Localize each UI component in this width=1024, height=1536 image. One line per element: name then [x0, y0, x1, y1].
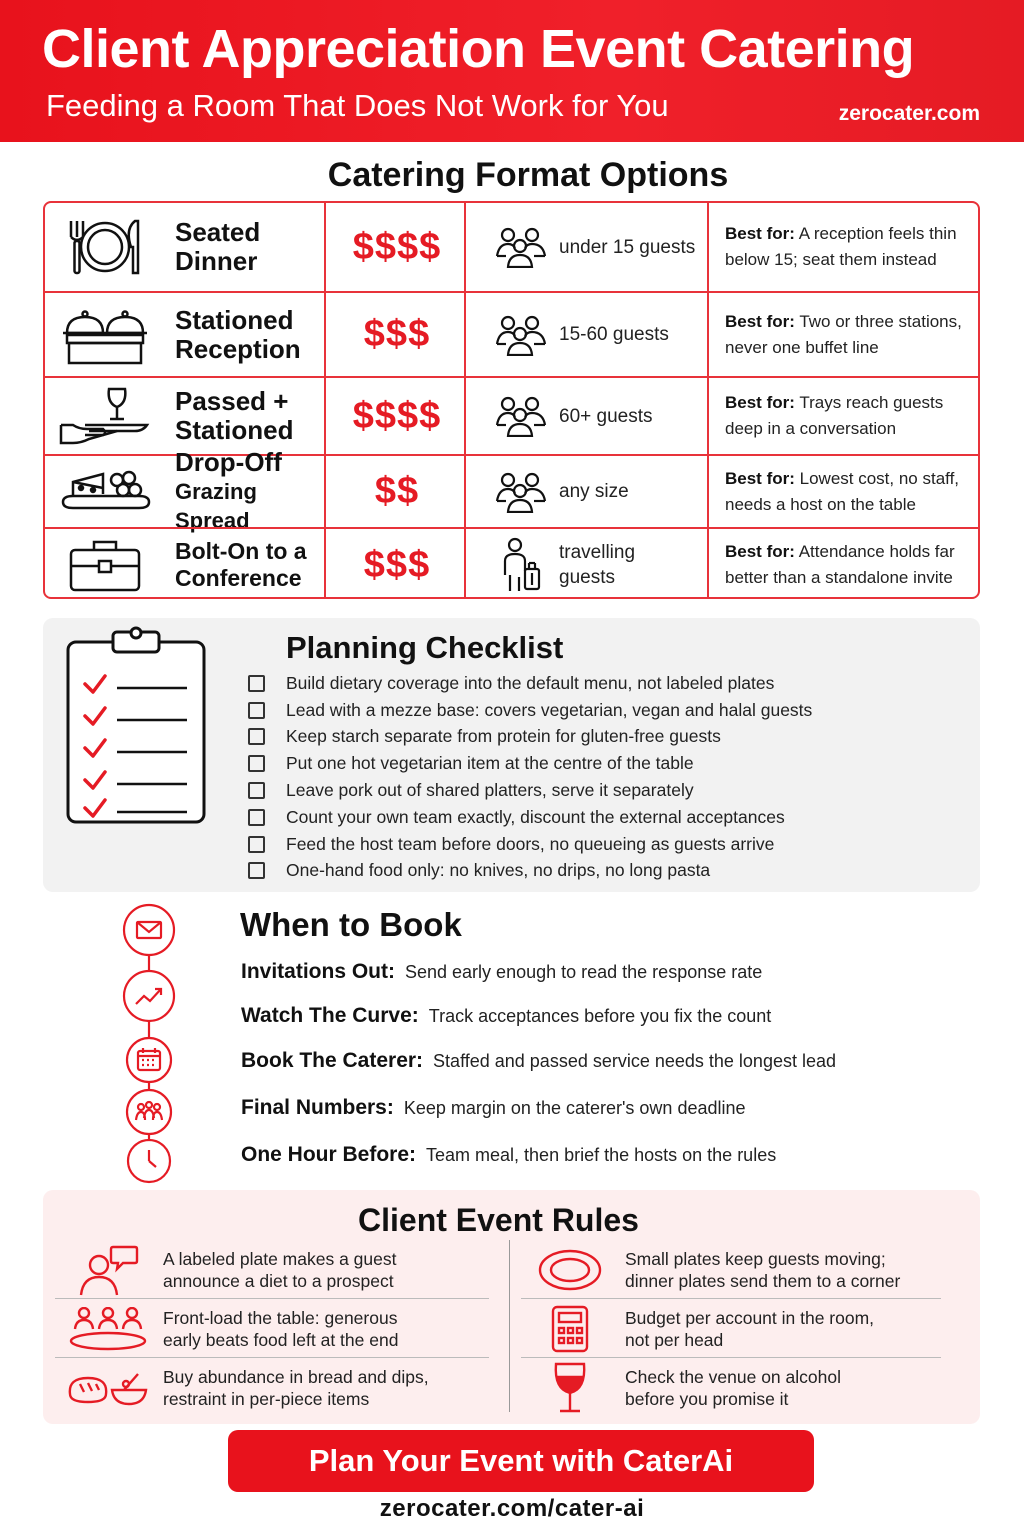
price-level: $$$ [363, 313, 431, 355]
rule-item: Front-load the table: generous early beats food left at the end [53, 1304, 398, 1354]
best-for: Best for: A reception feels thin below 15; seat them instead [725, 224, 957, 269]
checkbox[interactable] [248, 862, 265, 879]
format-name: Passed + Stationed [175, 386, 294, 445]
group-icon [491, 456, 551, 527]
price-level: $$$$ [352, 225, 442, 268]
format-row [45, 291, 978, 376]
format-row [45, 447, 978, 533]
checklist-item[interactable]: Lead with a mezze base: covers vegetarian, vegan and halal guests [248, 697, 812, 724]
plate-icon [55, 203, 155, 291]
rule-item: Budget per account in the room, not per head [515, 1304, 874, 1354]
cheese-board-icon [55, 456, 155, 527]
checklist-item[interactable]: Count your own team exactly, discount the external acceptances [248, 804, 812, 831]
checkbox[interactable] [248, 728, 265, 745]
rule-item: A labeled plate makes a guest announce a diet to a prospect [53, 1244, 397, 1296]
checklist-title: Planning Checklist [286, 630, 564, 665]
guest-count: travelling guests [559, 542, 636, 588]
clock-icon [128, 1140, 170, 1182]
booking-step: Book The Caterer: Staffed and passed service needs the longest lead [241, 1049, 836, 1072]
envelope-icon [124, 905, 174, 955]
checklist-item[interactable]: Put one hot vegetarian item at the centre of the table [248, 750, 812, 777]
calculator-icon [515, 1305, 625, 1353]
cater-ai-link[interactable]: zerocater.com/cater-ai [379, 1495, 645, 1522]
format-name: Bolt-On to a Conference [175, 538, 307, 591]
page-title: Client Appreciation Event Catering [42, 19, 915, 79]
checkbox[interactable] [248, 755, 265, 772]
formats-title: Catering Format Options [327, 156, 729, 194]
site-link[interactable]: zerocater.com [838, 102, 980, 125]
traveller-icon [491, 529, 551, 599]
best-for: Best for: Two or three stations, never one buffet line [725, 311, 962, 357]
best-for: Best for: Trays reach guests deep in a conversation [725, 393, 944, 438]
rule-item: Buy abundance in bread and dips, restraint in per-piece items [53, 1363, 429, 1413]
checklist-item[interactable]: Leave pork out of shared platters, serve it separately [248, 777, 812, 804]
serving-tray-icon [55, 378, 155, 454]
guest-count: under 15 guests [559, 236, 696, 258]
group-icon [491, 203, 551, 291]
checkbox[interactable] [248, 702, 265, 719]
booking-timeline [120, 902, 180, 1189]
format-row [45, 527, 978, 599]
booking-step: Final Numbers: Keep margin on the caterer's own deadline [241, 1096, 746, 1119]
checklist-item[interactable]: Feed the host team before doors, no queueing as guests arrive [248, 831, 812, 858]
checklist-panel [43, 618, 980, 892]
checklist-item[interactable]: Build dietary coverage into the default menu, not labeled plates [248, 670, 812, 697]
format-name: Drop-Off Grazing Spread [175, 447, 282, 533]
booking-step: Invitations Out: Send early enough to read the response rate [241, 960, 763, 983]
checkbox[interactable] [248, 675, 265, 692]
checkbox[interactable] [248, 809, 265, 826]
price-level: $$ [374, 470, 420, 512]
format-table [43, 201, 980, 599]
checkbox[interactable] [248, 836, 265, 853]
group-icon [491, 378, 551, 454]
best-for: Best for: Lowest cost, no staff, needs a host on the table [725, 468, 960, 514]
plan-event-button[interactable]: Plan Your Event with CaterAi [228, 1430, 814, 1492]
page-subtitle: Feeding a Room That Does Not Work for You [46, 88, 669, 123]
booking-step: Watch The Curve: Track acceptances before you fix the count [241, 1004, 772, 1027]
guests-table-icon [53, 1307, 163, 1351]
wine-glass-icon [515, 1361, 625, 1415]
rule-item: Check the venue on alcohol before you promise it [515, 1360, 841, 1416]
format-name: Stationed Reception [175, 304, 301, 364]
booking-step: One Hour Before: Team meal, then brief the hosts on the rules [241, 1143, 777, 1166]
small-plate-icon [515, 1248, 625, 1292]
best-for: Best for: Attendance holds far better than a standalone invite [725, 542, 955, 587]
trend-icon [124, 971, 174, 1021]
format-row [45, 203, 978, 291]
checkbox[interactable] [248, 782, 265, 799]
clipboard-icon [65, 624, 210, 834]
briefcase-icon [55, 529, 155, 599]
bread-bowl-icon [53, 1368, 163, 1408]
guest-count: 60+ guests [559, 405, 653, 427]
people-icon [127, 1090, 171, 1134]
format-row [45, 376, 978, 454]
checklist-items [248, 670, 812, 884]
booking-title: When to Book [240, 906, 462, 943]
rules-panel [43, 1190, 980, 1424]
checklist-item[interactable]: Keep starch separate from protein for gluten-free guests [248, 724, 812, 751]
group-icon [491, 293, 551, 376]
header-banner [0, 0, 1024, 142]
rules-title: Client Event Rules [358, 1202, 639, 1238]
speaking-person-icon [53, 1243, 163, 1297]
calendar-icon [127, 1038, 171, 1082]
checklist-item[interactable]: One-hand food only: no knives, no drips, no long pasta [248, 858, 812, 885]
price-level: $$$ [363, 543, 431, 586]
chafing-dish-icon [55, 293, 155, 376]
price-level: $$$$ [352, 394, 442, 437]
rule-item: Small plates keep guests moving; dinner plates send them to a corner [515, 1244, 900, 1296]
guest-count: 15-60 guests [559, 324, 669, 345]
guest-count: any size [559, 481, 629, 502]
format-name: Seated Dinner [175, 217, 261, 276]
